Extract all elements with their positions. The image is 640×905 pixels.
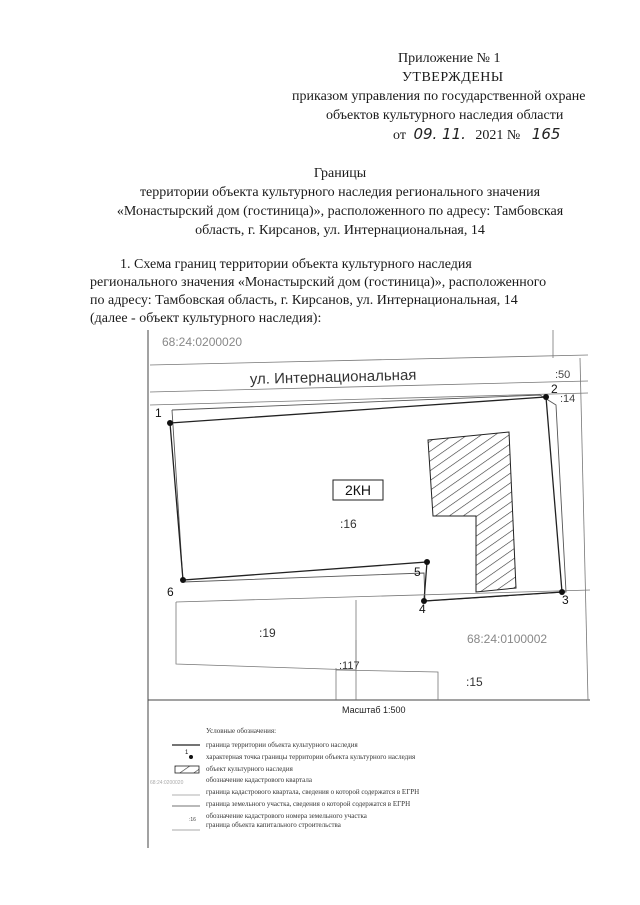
point-5-label: 5 [414,565,421,579]
approved-label: УТВЕРЖДЕНЫ [402,70,504,85]
point-4-label: 4 [419,602,426,616]
legend-point-number: 1 [185,750,189,756]
handwritten-number: 165 [531,125,561,143]
parcel-19-label: :19 [259,626,276,640]
point-2-marker [543,394,549,400]
parcel-14-label: :14 [560,393,576,405]
point-5-marker [424,559,430,565]
heritage-object-hatched [428,432,516,592]
title-line-2: территории объекта культурного наследия регионального значения [139,185,541,200]
scale-label: Масштаб 1:500 [342,705,406,715]
order-line-2: объектов культурного наследия области [326,108,564,123]
point-6-marker [180,577,186,583]
right-edge-line [580,358,588,700]
legend-symbols [150,745,200,830]
legend-item-parcel-number: обозначение кадастрового номера земельного участка [206,811,367,820]
paragraph-line-2: регионального значения «Монастырский дом (гостиница)», расположенного [90,275,547,290]
date-prefix: от [393,128,406,143]
legend-item-parcel-boundary: граница земельного участка, сведения о которой содержатся в ЕГРН [206,799,411,808]
street-label: ул. Интернациональная [249,366,417,388]
title-line-4: область, г. Кирсанов, ул. Интернациональная, 14 [195,223,485,238]
legend-point-symbol [189,755,193,759]
parcel-117-label: :117 [339,660,360,672]
order-year: 2021 № [475,128,521,143]
title-line-3: «Монастырский дом (гостиница)», расположенного по адресу: Тамбовская [116,204,564,219]
legend-object-symbol [175,766,199,773]
point-6-label: 6 [167,585,174,599]
parcel-15-label: :15 [466,675,483,689]
handwritten-date: 09. 11. [413,125,466,143]
legend-item-object: объект культурного наследия [206,764,293,773]
parcel-50-label: :50 [555,369,571,381]
legend-item-point: характерная точка границы территории объекта культурного наследия [206,752,416,761]
title-line-1: Границы [313,166,367,181]
point-1-label: 1 [155,406,162,420]
legend-block [206,727,536,833]
quarter-top-label: 68:24:0200020 [162,335,243,349]
point-3-label: 3 [562,593,569,607]
legend-item-boundary: граница территории объекта культурного наследия [206,741,358,749]
order-line-1: приказом управления по государственной охране [292,89,586,104]
legend-item-quarter-code: обозначение кадастрового квартала [206,776,312,785]
legend-parcel-sample: :16 [189,817,196,823]
object-code-label: 2КН [344,482,372,498]
paragraph-line-4: (далее - объект культурного наследия): [90,311,322,326]
point-2-label: 2 [551,382,558,396]
paragraph-line-3: по адресу: Тамбовская область, г. Кирсанов, ул. Интернациональная, 14 [90,293,518,308]
paragraph-line-1: 1. Схема границ территории объекта культурного наследия [120,257,472,272]
legend-item-quarter-boundary: граница кадастрового квартала, сведения о которой содержатся в ЕГРН [206,788,420,797]
quarter-line [176,590,590,602]
legend-quarter-sample: 68:24:0200020 [150,780,184,786]
legend-title: Условные обозначения: [206,727,277,735]
parcel-15-outline [336,670,438,700]
appendix-label: Приложение № 1 [398,51,501,66]
quarter-bottom-label: 68:24:0100002 [467,632,548,646]
legend-item-building: граница объекта капитального строительства [206,820,341,829]
point-1-marker [167,420,173,426]
street-line-top [150,355,588,365]
parcel-16-label: :16 [340,517,357,531]
